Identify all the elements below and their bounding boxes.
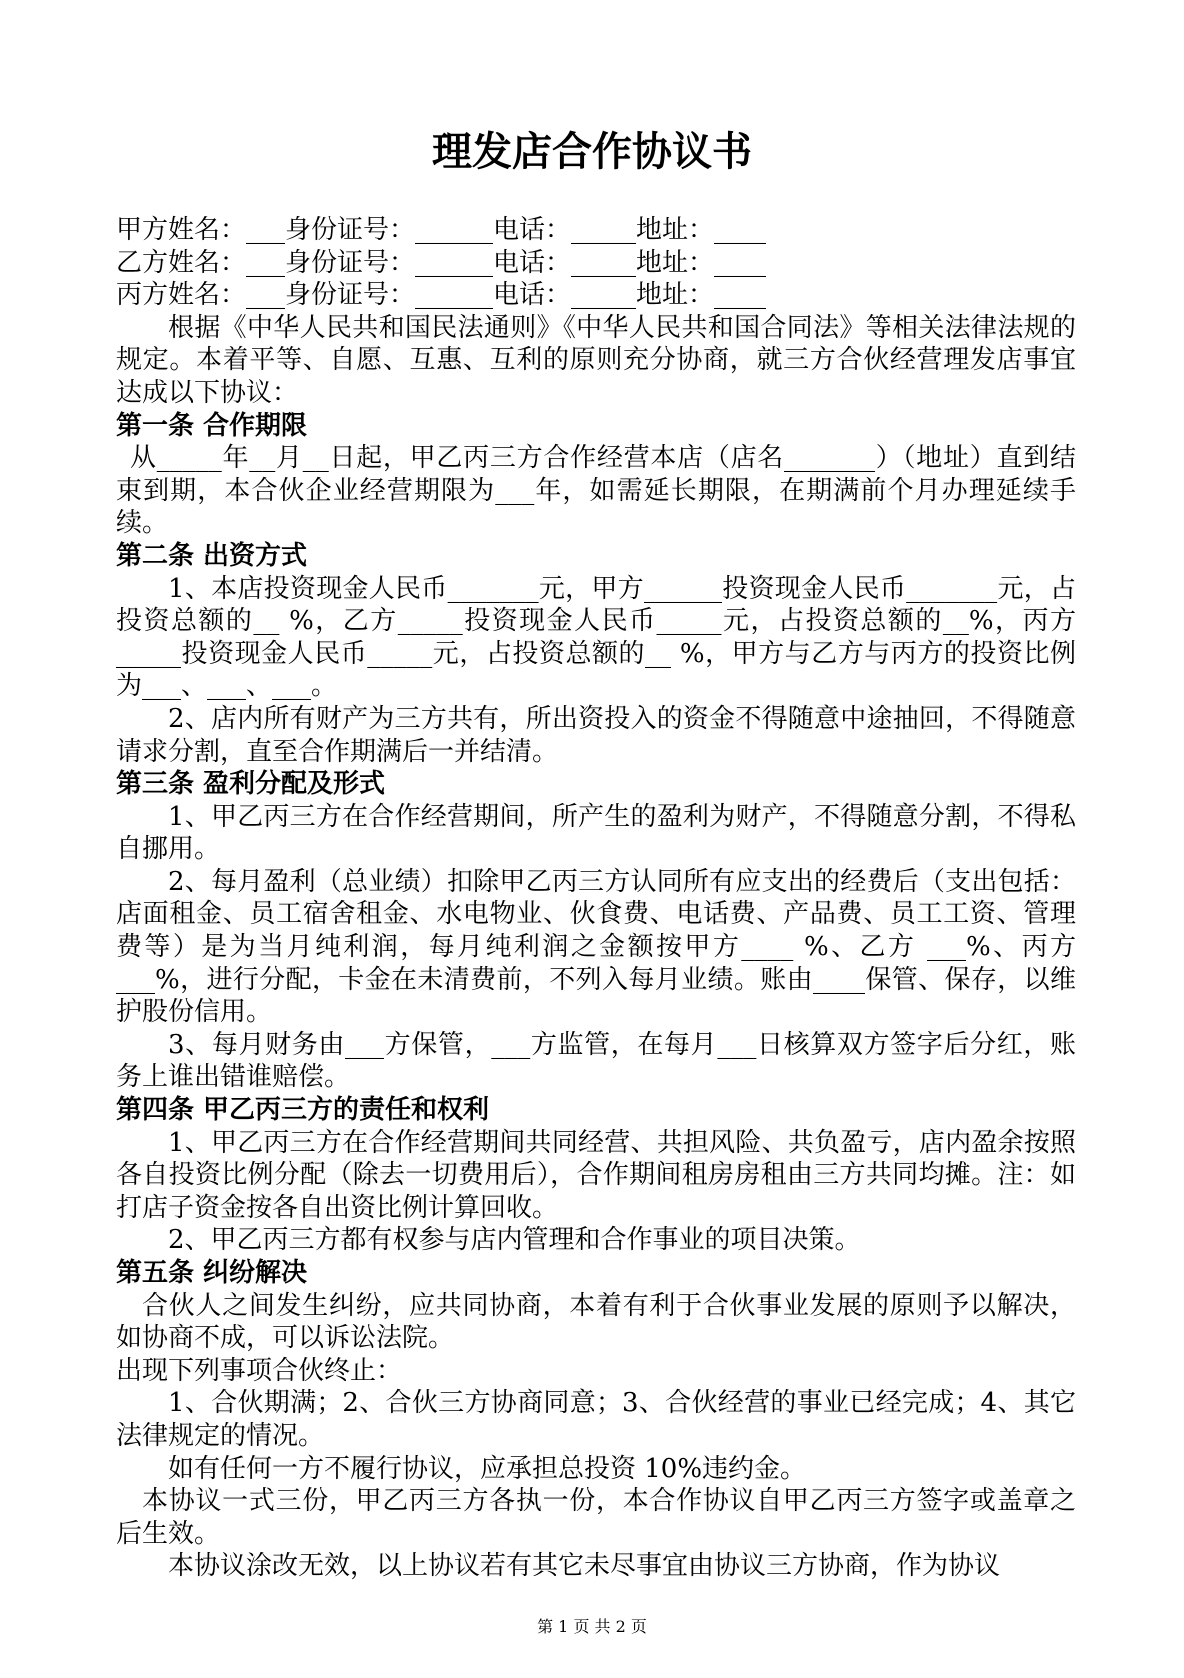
article-5-paragraph-4: 如有任何一方不履行协议，应承担总投资 10%违约金。 bbox=[168, 1453, 807, 1484]
document-title: 理发店合作协议书 bbox=[432, 129, 752, 175]
page-number-footer: 第 1 页 共 2 页 bbox=[537, 1617, 647, 1636]
party-c-line: 丙方姓名：___身份证号：______电话：_____地址：____ bbox=[116, 280, 767, 311]
article-4-paragraph-2: 2、甲乙丙三方都有权参与店内管理和合作事业的项目决策。 bbox=[168, 1225, 861, 1256]
closing-paragraph-2: 本协议涂改无效，以上协议若有其它未尽事宜由协议三方协商，作为协议 bbox=[168, 1551, 1001, 1582]
party-b-line: 乙方姓名：___身份证号：______电话：_____地址：____ bbox=[116, 247, 767, 278]
article-5-paragraph-1: 合伙人之间发生纠纷，应共同协商，本着有利于合伙事业发展的原则予以解决，如协商不成，可以诉讼法院。 bbox=[116, 1290, 1076, 1354]
article-2-paragraph-1: 1、本店投资现金人民币_______元，甲方______投资现金人民币_______元，占投资总额的__ %，乙方_____投资现金人民币_____元，占投资总额的__%，丙方_____投资现金人民币_____元，占投资总额的__ %，甲方与乙方与丙方的投资比例为___、___、___。 bbox=[116, 573, 1076, 702]
article-2-heading: 第二条 出资方式 bbox=[116, 540, 308, 571]
document-body bbox=[116, 214, 1076, 1583]
article-5-heading: 第五条 纠纷解决 bbox=[116, 1258, 308, 1288]
intro-paragraph: 根据《中华人民共和国民法通则》《中华人民共和国合同法》等相关法律法规的规定。本着平等、自愿、互惠、互利的原则充分协商，就三方合伙经营理发店事宜达成以下协议： bbox=[116, 312, 1076, 408]
article-3-paragraph-2: 2、每月盈利（总业绩）扣除甲乙丙三方认同所有应支出的经费后（支出包括：店面租金、员工宿舍租金、水电物业、伙食费、电话费、产品费、员工工资、管理费等）是为当月纯利润，每月纯利润之金额按甲方____ %、乙方 ___%、丙方___%，进行分配，卡金在未清费前，不列入每月业绩。账由____保管、保存，以维护股份信用。 bbox=[116, 866, 1076, 1028]
article-2-paragraph-2: 2、店内所有财产为三方共有，所出资投入的资金不得随意中途抽回，不得随意请求分割，直至合作期满后一并结清。 bbox=[116, 703, 1076, 767]
article-5-paragraph-2: 出现下列事项合伙终止： bbox=[116, 1355, 403, 1386]
article-4-heading: 第四条 甲乙丙三方的责任和权利 bbox=[116, 1095, 490, 1126]
article-3-paragraph-3: 3、每月财务由___方保管，___方监管，在每月___日核算双方签字后分红，账务上谁出错谁赔偿。 bbox=[116, 1029, 1076, 1093]
article-1-heading: 第一条 合作期限 bbox=[116, 410, 308, 441]
party-a-line: 甲方姓名：___身份证号：______电话：_____地址：____ bbox=[116, 215, 767, 245]
article-1-paragraph: 从_____年__月__日起，甲乙丙三方合作经营本店（店名_______）（地址）直到结束到期，本合伙企业经营期限为___年，如需延长期限，在期满前个月办理延续手续。 bbox=[116, 443, 1076, 539]
article-3-paragraph-1: 1、甲乙丙三方在合作经营期间，所产生的盈利为财产，不得随意分割，不得私自挪用。 bbox=[116, 801, 1076, 865]
article-5-paragraph-3: 1、合伙期满；2、合伙三方协商同意；3、合伙经营的事业已经完成；4、其它法律规定的情况。 bbox=[116, 1388, 1076, 1451]
article-4-paragraph-1: 1、甲乙丙三方在合作经营期间共同经营、共担风险、共负盈亏，店内盈余按照各自投资比例分配（除去一切费用后），合作期间租房房租由三方共同均摊。注：如打店子资金按各自出资比例计算回收。 bbox=[116, 1127, 1076, 1223]
closing-paragraph-1: 本协议一式三份，甲乙丙三方各执一份，本合作协议自甲乙丙三方签字或盖章之后生效。 bbox=[116, 1486, 1076, 1549]
article-3-heading: 第三条 盈利分配及形式 bbox=[116, 769, 386, 800]
